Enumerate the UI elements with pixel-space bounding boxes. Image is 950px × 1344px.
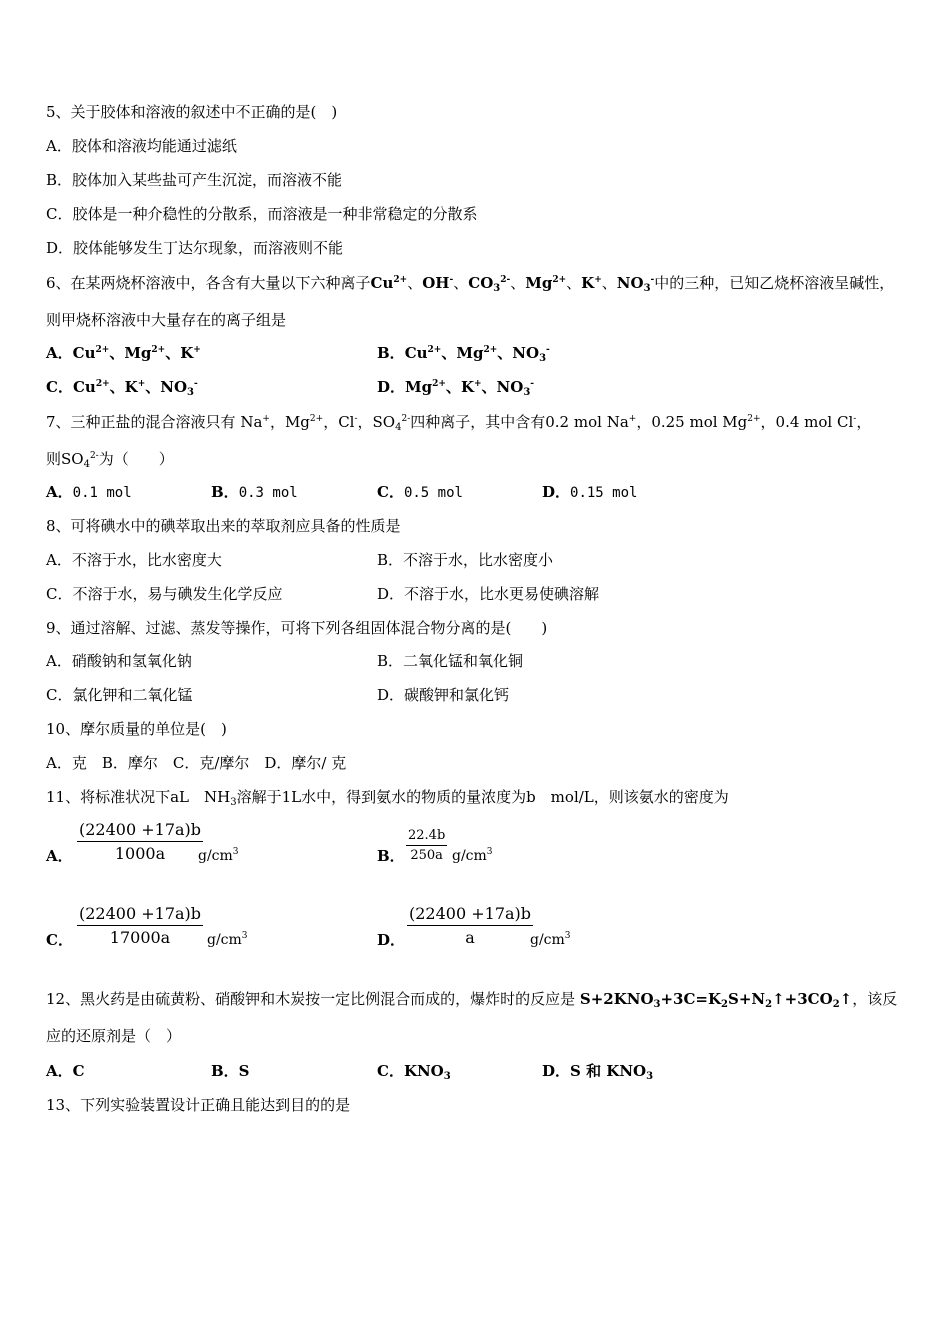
q5-option-b: B．胶体加入某些盐可产生沉淀，而溶液不能 bbox=[46, 171, 343, 189]
q7-option-b: B．0.3 mol bbox=[211, 483, 298, 501]
q12-option-d: D．S 和 $KNO_3$ bbox=[542, 1062, 654, 1082]
q9-option-a: A．硝酸钠和氢氧化钠 bbox=[46, 652, 192, 670]
q6-option-c: C．$Cu^{2+}$、K+、$NO_3^-$ bbox=[46, 378, 198, 398]
q7-option-a: A．0.1 mol bbox=[46, 483, 132, 501]
q12-stem-line2: 应的还原剂是（ ） bbox=[46, 1027, 182, 1045]
q11-option-b-label: B． bbox=[377, 847, 405, 865]
q12-stem: 12、黑火药是由硫黄粉、硝酸钾和木炭按一定比例混合而成的，爆炸时的反应是 $S+2KNO_3+3C=K_2S+N_2↑+3CO_2↑$，该反 bbox=[46, 990, 898, 1010]
q6-option-a: A．$Cu^{2+}$、$Mg^{2+}$、K+ bbox=[46, 344, 201, 362]
q11-option-c-unit: $g/cm^3$ bbox=[207, 931, 248, 948]
q7-stem: 7、三种正盐的混合溶液只有 Na+，$Mg^{2+}$，Cl-，$SO_4^{2-}$四种离子，其中含有0.2 mol Na+，0.25 mol $Mg^{2+}$，0.4 mol Cl-， bbox=[46, 413, 872, 433]
q11-option-a-fraction: (22400 +17a)b 1000a bbox=[79, 820, 202, 863]
q5-option-d: D．胶体能够发生丁达尔现象，而溶液则不能 bbox=[46, 239, 344, 257]
q11-option-a-label: A． bbox=[46, 847, 73, 865]
q8-stem: 8、可将碘水中的碘萃取出来的萃取剂应具备的性质是 bbox=[46, 517, 401, 535]
q11-option-d-label: D． bbox=[377, 931, 406, 949]
q8-option-d: D．不溶于水，比水更易使碘溶解 bbox=[377, 585, 600, 603]
q9-option-b: B．二氧化锰和氧化铜 bbox=[377, 652, 524, 670]
q11-stem: 11、将标准状况下aL $NH_3$溶解于1L水中，得到氨水的物质的量浓度为b mol/L，则该氨水的密度为 bbox=[46, 788, 729, 808]
q10-options: A．克 B．摩尔 C．克/摩尔 D．摩尔/ 克 bbox=[46, 754, 347, 772]
q11-option-d-unit: $g/cm^3$ bbox=[530, 931, 571, 948]
q8-option-c: C．不溶于水，易与碘发生化学反应 bbox=[46, 585, 283, 603]
q8-option-a: A．不溶于水，比水密度大 bbox=[46, 551, 222, 569]
q7-option-d: D．0.15 mol bbox=[542, 483, 638, 501]
q11-option-d-fraction: (22400 +17a)b a bbox=[409, 904, 532, 947]
q6-option-d: D．$Mg^{2+}$、K+、$NO_3^-$ bbox=[377, 378, 535, 398]
q11-option-a-unit: $g/cm^3$ bbox=[198, 847, 239, 864]
q6-stem: 6、在某两烧杯溶液中，各含有大量以下六种离子$Cu^{2+}$、OH-、$CO_3^{2-}$、$Mg^{2+}$、K+、$NO_3^-$中的三种，已知乙烧杯溶液呈碱性， bbox=[46, 274, 895, 294]
q9-stem: 9、通过溶解、过滤、蒸发等操作，可将下列各组固体混合物分离的是( ) bbox=[46, 619, 548, 637]
q10-stem: 10、摩尔质量的单位是( ) bbox=[46, 720, 227, 738]
q12-option-b: B．S bbox=[211, 1062, 250, 1080]
q7-option-c: C．0.5 mol bbox=[377, 483, 463, 501]
q6-option-b: B．$Cu^{2+}$、$Mg^{2+}$、$NO_3^-$ bbox=[377, 344, 550, 364]
q11-option-b-fraction: 22.4b 250a bbox=[408, 828, 446, 863]
q5-stem: 5、关于胶体和溶液的叙述中不正确的是( ) bbox=[46, 103, 338, 121]
q12-option-c: C．$KNO_3$ bbox=[377, 1062, 451, 1082]
q6-stem-line2: 则甲烧杯溶液中大量存在的离子组是 bbox=[46, 311, 287, 329]
q5-option-c: C．胶体是一种介稳性的分散系，而溶液是一种非常稳定的分散系 bbox=[46, 205, 478, 223]
q12-option-a: A．C bbox=[46, 1062, 85, 1080]
q5-option-a: A．胶体和溶液均能通过滤纸 bbox=[46, 137, 237, 155]
q9-option-d: D．碳酸钾和氯化钙 bbox=[377, 686, 510, 704]
q11-option-b-unit: $g/cm^3$ bbox=[452, 847, 493, 864]
q11-option-c-label: C． bbox=[46, 931, 73, 949]
q11-option-c-fraction: (22400 +17a)b 17000a bbox=[79, 904, 202, 947]
q7-stem-line2: 则$SO_4^{2-}$为（ ） bbox=[46, 450, 174, 470]
q9-option-c: C．氯化钾和二氧化锰 bbox=[46, 686, 193, 704]
q8-option-b: B．不溶于水，比水密度小 bbox=[377, 551, 554, 569]
q13-stem: 13、下列实验装置设计正确且能达到目的的是 bbox=[46, 1096, 351, 1114]
